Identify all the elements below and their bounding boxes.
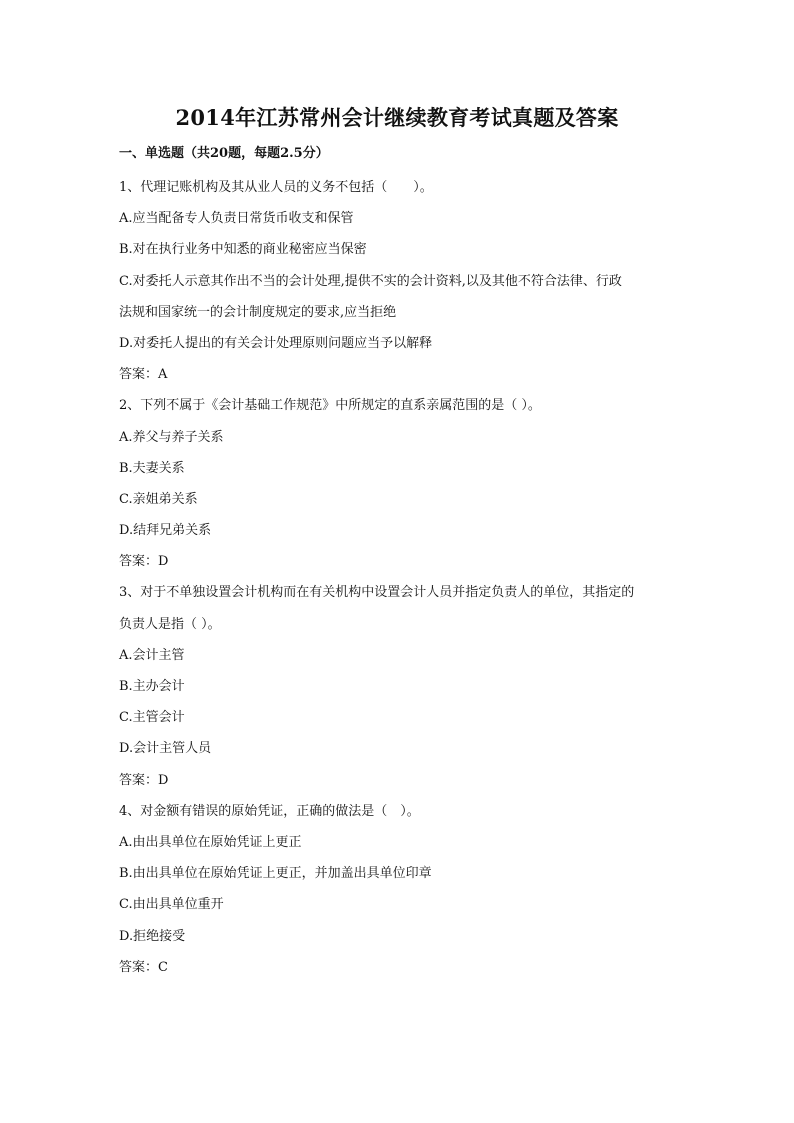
document-title: 2014年江苏常州会计继续教育考试真题及答案 xyxy=(175,105,619,130)
question-2-option-d: D.结拜兄弟关系 xyxy=(119,523,212,539)
question-1-option-b: B.对在执行业务中知悉的商业秘密应当保密 xyxy=(119,242,367,258)
question-2-stem: 2、下列不属于《会计基础工作规范》中所规定的直系亲属范围的是（ ）。 xyxy=(119,398,541,414)
question-3-option-a: A.会计主管 xyxy=(119,647,185,663)
question-1-option-a: A.应当配备专人负责日常货币收支和保管 xyxy=(119,211,354,227)
question-2-option-b: B.夫妻关系 xyxy=(119,460,185,476)
question-3-answer: 答案：D xyxy=(119,772,169,788)
section-heading: 一、单选题（共20题，每题2.5分） xyxy=(119,146,329,161)
question-4-answer: 答案：C xyxy=(119,959,168,975)
question-1-stem: 1、代理记账机构及其从业人员的义务不包括（ ）。 xyxy=(119,180,433,195)
question-4-option-b: B.由出具单位在原始凭证上更正，并加盖出具单位印章 xyxy=(119,866,432,882)
question-4-option-d: D.拒绝接受 xyxy=(119,928,186,944)
question-1-option-d: D.对委托人提出的有关会计处理原则问题应当予以解释 xyxy=(119,335,433,351)
question-3-stem-continued: 负责人是指（ ）。 xyxy=(119,616,221,632)
document-body xyxy=(119,172,689,983)
question-1-option-c-continued: 法规和国家统一的会计制度规定的要求,应当拒绝 xyxy=(119,304,397,320)
question-1-option-c: C.对委托人示意其作出不当的会计处理,提供不实的会计资料,以及其他不符合法律、行政 xyxy=(119,273,622,289)
question-3-option-c: C.主管会计 xyxy=(119,710,185,726)
question-2-option-a: A.养父与养子关系 xyxy=(119,429,224,445)
question-4-option-a: A.由出具单位在原始凭证上更正 xyxy=(119,834,302,850)
question-3-option-d: D.会计主管人员 xyxy=(119,741,212,757)
question-3-stem: 3、对于不单独设置会计机构而在有关机构中设置会计人员并指定负责人的单位，其指定的 xyxy=(119,585,635,601)
question-1-answer: 答案：A xyxy=(119,367,168,383)
question-4-stem: 4、对金额有错误的原始凭证，正确的做法是（ ）。 xyxy=(119,803,420,819)
question-4-option-c: C.由出具单位重开 xyxy=(119,897,224,913)
question-2-answer: 答案：D xyxy=(119,554,169,570)
question-3-option-b: B.主办会计 xyxy=(119,679,185,694)
question-2-option-c: C.亲姐弟关系 xyxy=(119,491,198,507)
